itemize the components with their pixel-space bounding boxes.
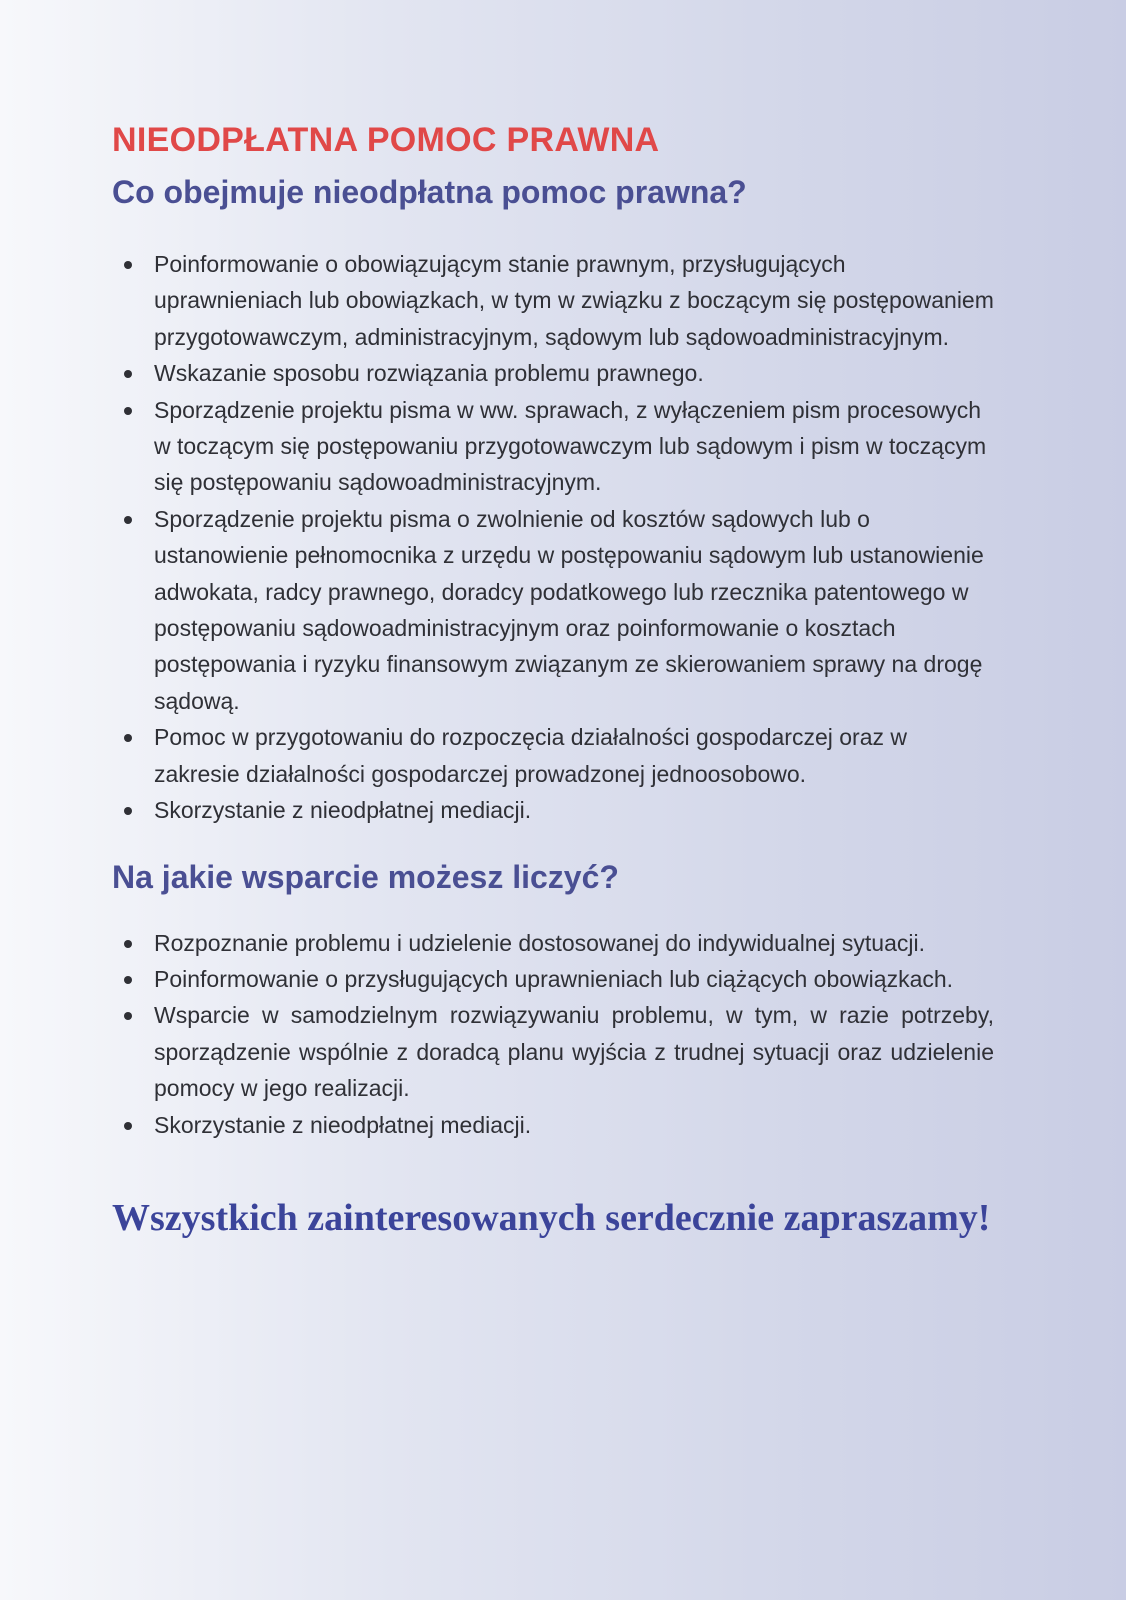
list-item: Skorzystanie z nieodpłatnej mediacji. xyxy=(112,792,994,828)
document-title: NIEODPŁATNA POMOC PRAWNA xyxy=(112,121,660,159)
list-item: Pomoc w przygotowaniu do rozpoczęcia działalności gospodarczej oraz w zakresie działalności gospodarczej prowadzonej jednoosobowo. xyxy=(112,719,994,792)
coverage-list xyxy=(112,246,1012,829)
list-item: Poinformowanie o obowiązującym stanie prawnym, przysługujących uprawnieniach lub obowiązkach, w tym w związku z boczącym się postępowaniem przygotowawczym, administracyjnym, sądowym lub sądowoadministracyjnym. xyxy=(112,246,994,355)
list-item: Sporządzenie projektu pisma o zwolnienie od kosztów sądowych lub o ustanowienie pełnomocnika z urzędu w postępowaniu sądowym lub ustanowienie adwokata, radcy prawnego, doradcy podatkowego lub rzecznika patentowego w postępowaniu sądowoadministracyjnym oraz poinformowanie o kosztach postępowania i ryzyku finansowym związanym ze skierowaniem sprawy na drogę sądową. xyxy=(112,501,994,719)
section-heading-coverage: Co obejmuje nieodpłatna pomoc prawna? xyxy=(112,174,747,210)
list-item: Skorzystanie z nieodpłatnej mediacji. xyxy=(112,1107,994,1143)
support-list xyxy=(112,925,1012,1143)
list-item: Rozpoznanie problemu i udzielenie dostosowanej do indywidualnej sytuacji. xyxy=(112,925,994,961)
list-item: Wskazanie sposobu rozwiązania problemu prawnego. xyxy=(112,355,994,391)
closing-invitation: Wszystkich zainteresowanych serdecznie zapraszamy! xyxy=(112,1196,991,1239)
list-item: Sporządzenie projektu pisma w ww. sprawach, z wyłączeniem pism procesowych w toczącym się postępowaniu przygotowawczym lub sądowym i pism w toczącym się postępowaniu sądowoadministracyjnym. xyxy=(112,392,994,501)
section-heading-support: Na jakie wsparcie możesz liczyć? xyxy=(112,858,619,895)
document-page xyxy=(112,116,1012,1243)
list-item: Wsparcie w samodzielnym rozwiązywaniu problemu, w tym, w razie potrzeby, sporządzenie wspólnie z doradcą planu wyjścia z trudnej sytuacji oraz udzielenie pomocy w jego realizacji. xyxy=(112,997,994,1106)
list-item: Poinformowanie o przysługujących uprawnieniach lub ciążących obowiązkach. xyxy=(112,961,994,997)
